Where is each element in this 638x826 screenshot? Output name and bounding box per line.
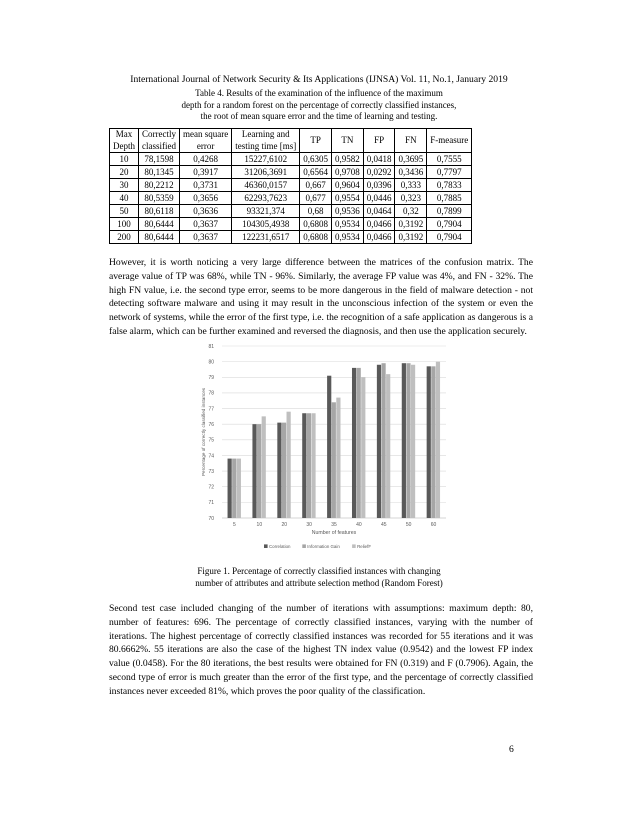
bar-relieff — [287, 412, 291, 518]
col-header-tp: TP — [300, 129, 332, 153]
cell-max-depth: 200 — [110, 231, 139, 244]
cell-tn: 0,9708 — [331, 166, 363, 179]
col-header-tn: TN — [331, 129, 363, 153]
cell-mean-square-error: 0,3637 — [180, 218, 232, 231]
cell-f-measure: 0,7555 — [427, 153, 472, 166]
cell-tn: 0,9534 — [331, 231, 363, 244]
bar-information-gain — [307, 413, 311, 518]
bar-relieff — [237, 459, 241, 518]
table-header-row — [110, 129, 472, 153]
y-tick-label: 74 — [208, 453, 214, 460]
cell-tn: 0,9536 — [331, 205, 363, 218]
col-header-fn: FN — [395, 129, 427, 153]
cell-correctly-classified: 80,6118 — [139, 205, 180, 218]
y-tick-label: 76 — [208, 421, 214, 428]
x-tick-label: 40 — [356, 522, 362, 528]
col-header-learning-time: Learning and testing time [ms] — [232, 129, 300, 153]
cell-correctly-classified: 80,5359 — [139, 192, 180, 205]
table-caption-line: the root of mean square error and the time of learning and testing. — [200, 111, 438, 121]
col-header-correctly-classified: Correctly classified — [139, 129, 180, 153]
bar-correlation — [252, 424, 256, 518]
bar-correlation — [228, 459, 232, 518]
cell-correctly-classified: 80,1345 — [139, 166, 180, 179]
y-axis-title: Percentage of correctly classified instances — [201, 387, 206, 477]
cell-fn: 0,323 — [395, 192, 427, 205]
y-tick-label: 72 — [208, 484, 214, 491]
y-tick-label: 71 — [208, 500, 214, 507]
bar-correlation — [402, 363, 406, 518]
cell-tp: 0,6808 — [300, 231, 332, 244]
cell-tn: 0,9604 — [331, 179, 363, 192]
cell-f-measure: 0,7833 — [427, 179, 472, 192]
bar-relieff — [262, 416, 266, 518]
cell-fn: 0,333 — [395, 179, 427, 192]
figure-caption-line: Figure 1. Percentage of correctly classified instances with changing — [197, 566, 441, 576]
cell-fp: 0,0396 — [363, 179, 395, 192]
legend-label: Correlation — [269, 544, 291, 549]
cell-fn: 0,3192 — [395, 231, 427, 244]
bar-information-gain — [406, 363, 410, 518]
table-row — [110, 153, 472, 166]
bar-information-gain — [232, 459, 236, 518]
cell-tp: 0,68 — [300, 205, 332, 218]
x-tick-label: 10 — [256, 522, 263, 528]
bar-correlation — [277, 423, 281, 518]
col-header-max-depth: Max Depth — [110, 129, 139, 153]
x-tick-label: 45 — [380, 522, 387, 528]
y-tick-label: 81 — [208, 343, 214, 350]
bar-relieff — [436, 362, 440, 518]
table-row — [110, 218, 472, 231]
cell-tp: 0,6808 — [300, 218, 332, 231]
table-row — [110, 231, 472, 244]
cell-max-depth: 50 — [110, 205, 139, 218]
y-tick-label: 75 — [208, 437, 214, 444]
cell-mean-square-error: 0,4268 — [180, 153, 232, 166]
cell-mean-square-error: 0,3731 — [180, 179, 232, 192]
table-caption — [110, 88, 528, 123]
cell-f-measure: 0,7899 — [427, 205, 472, 218]
col-header-fp: FP — [363, 129, 395, 153]
legend-label: ReliefF — [357, 544, 372, 549]
cell-f-measure: 0,7904 — [427, 231, 472, 244]
y-tick-label: 80 — [208, 359, 214, 366]
cell-correctly-classified: 78,1598 — [139, 153, 180, 166]
cell-tp: 0,6305 — [300, 153, 332, 166]
bar-relieff — [336, 398, 340, 518]
bar-information-gain — [357, 368, 361, 518]
cell-correctly-classified: 80,6444 — [139, 231, 180, 244]
x-tick-label: 30 — [306, 522, 312, 528]
cell-max-depth: 30 — [110, 179, 139, 192]
cell-f-measure: 0,7885 — [427, 192, 472, 205]
y-tick-label: 77 — [208, 406, 214, 413]
bar-information-gain — [431, 366, 435, 518]
bar-relieff — [411, 365, 415, 518]
bar-correlation — [427, 366, 431, 518]
cell-mean-square-error: 0,3656 — [180, 192, 232, 205]
x-tick-label: 35 — [331, 522, 337, 528]
bar-information-gain — [332, 402, 336, 518]
cell-correctly-classified: 80,2212 — [139, 179, 180, 192]
table-row — [110, 166, 472, 179]
table-row — [110, 205, 472, 218]
bar-correlation — [377, 365, 381, 518]
y-tick-label: 70 — [208, 515, 214, 522]
cell-mean-square-error: 0,3637 — [180, 231, 232, 244]
legend-swatch — [264, 544, 268, 548]
cell-tp: 0,667 — [300, 179, 332, 192]
cell-learning-time: 104305,4938 — [232, 218, 300, 231]
bar-information-gain — [381, 363, 385, 518]
cell-fn: 0,3695 — [395, 153, 427, 166]
cell-fn: 0,3436 — [395, 166, 427, 179]
col-header-f-measure: F-measure — [427, 129, 472, 153]
cell-tn: 0,9534 — [331, 218, 363, 231]
paragraph-confusion-matrix: However, it is worth noticing a very large difference between the matrices of the confusion matrix. The average value of TP was 68%, while TN - 96%. Similarly, the average FP value was 4%, and FN - 32%. The high FN value, i.e. the second type error, seems to be more dangerous in the field of malware detection - not detecting software malware and using it may result in the unconscious infection of the system or even the network of systems, while the error of the first type, i.e. the recognition of a safe application as dangerous is a false alarm, which can be further examined and reversed the diagnosis, and then use the application securely. — [109, 257, 533, 337]
cell-fn: 0,32 — [395, 205, 427, 218]
cell-tn: 0,9554 — [331, 192, 363, 205]
cell-learning-time: 93321,374 — [232, 205, 300, 218]
page-number: 6 — [509, 744, 514, 755]
bar-correlation — [302, 413, 306, 518]
bar-relieff — [361, 377, 365, 518]
x-tick-label: 5 — [233, 522, 236, 528]
bar-correlation — [352, 368, 356, 518]
cell-f-measure: 0,7904 — [427, 218, 472, 231]
cell-learning-time: 122231,6517 — [232, 231, 300, 244]
cell-mean-square-error: 0,3636 — [180, 205, 232, 218]
bar-chart — [196, 340, 454, 556]
cell-fp: 0,0466 — [363, 218, 395, 231]
table-row — [110, 179, 472, 192]
bar-relieff — [386, 374, 390, 518]
x-tick-label: 20 — [281, 522, 288, 528]
x-tick-label: 60 — [430, 522, 437, 528]
cell-max-depth: 10 — [110, 153, 139, 166]
cell-fp: 0,0466 — [363, 231, 395, 244]
legend-label: Information Gain — [307, 544, 340, 549]
cell-fp: 0,0418 — [363, 153, 395, 166]
cell-learning-time: 15227,6102 — [232, 153, 300, 166]
cell-fp: 0,0292 — [363, 166, 395, 179]
table-row — [110, 192, 472, 205]
cell-correctly-classified: 80,6444 — [139, 218, 180, 231]
results-table — [109, 128, 472, 244]
cell-fn: 0,3192 — [395, 218, 427, 231]
legend-swatch — [352, 544, 356, 548]
cell-f-measure: 0,7797 — [427, 166, 472, 179]
cell-learning-time: 62293,7623 — [232, 192, 300, 205]
y-tick-label: 73 — [208, 468, 214, 475]
y-tick-label: 79 — [208, 375, 214, 382]
cell-max-depth: 100 — [110, 218, 139, 231]
cell-fp: 0,0446 — [363, 192, 395, 205]
x-axis-title: Number of features — [311, 530, 357, 536]
cell-tp: 0,6564 — [300, 166, 332, 179]
bar-correlation — [327, 376, 331, 518]
table-caption-line: depth for a random forest on the percentage of correctly classified instances, — [181, 99, 457, 110]
paragraph-iterations: Second test case included changing of the number of iterations with assumptions: maximum depth: 80, number of features: 696. The percentage of correctly classified instances, varying with the number of iterations. The highest percentage of correctly classified instances was recorded for 55 iterations and it was 80.6662%. 55 iterations are also the case of the highest TN index value (0.9542) and the lowest FP index value (0.0458). For the 80 iterations, the best results were obtained for FN (0.319) and F (0.7906). Again, the second type of error is much greater than the error of the first type, and the percentage of correctly classified instances never exceeded 81%, which proves the poor quality of the classification. — [109, 603, 533, 697]
table-caption-line: Table 4. Results of the examination of the influence of the maximum — [195, 88, 443, 98]
bar-information-gain — [282, 423, 286, 518]
cell-mean-square-error: 0,3917 — [180, 166, 232, 179]
col-header-mean-square-error: mean square error — [180, 129, 232, 153]
cell-fp: 0,0464 — [363, 205, 395, 218]
figure-caption-line: number of attributes and attribute selection method (Random Forest) — [195, 577, 443, 588]
x-tick-label: 50 — [405, 522, 412, 528]
cell-learning-time: 31206,3691 — [232, 166, 300, 179]
journal-header: International Journal of Network Security & Its Applications (IJNSA) Vol. 11, No.1, January 2019 — [130, 74, 508, 85]
figure-caption — [110, 566, 528, 589]
cell-max-depth: 20 — [110, 166, 139, 179]
y-tick-label: 78 — [208, 390, 214, 397]
cell-max-depth: 40 — [110, 192, 139, 205]
bar-information-gain — [257, 424, 261, 518]
bar-relieff — [311, 413, 315, 518]
cell-learning-time: 46360,0157 — [232, 179, 300, 192]
legend-swatch — [302, 544, 306, 548]
cell-tp: 0,677 — [300, 192, 332, 205]
cell-tn: 0,9582 — [331, 153, 363, 166]
